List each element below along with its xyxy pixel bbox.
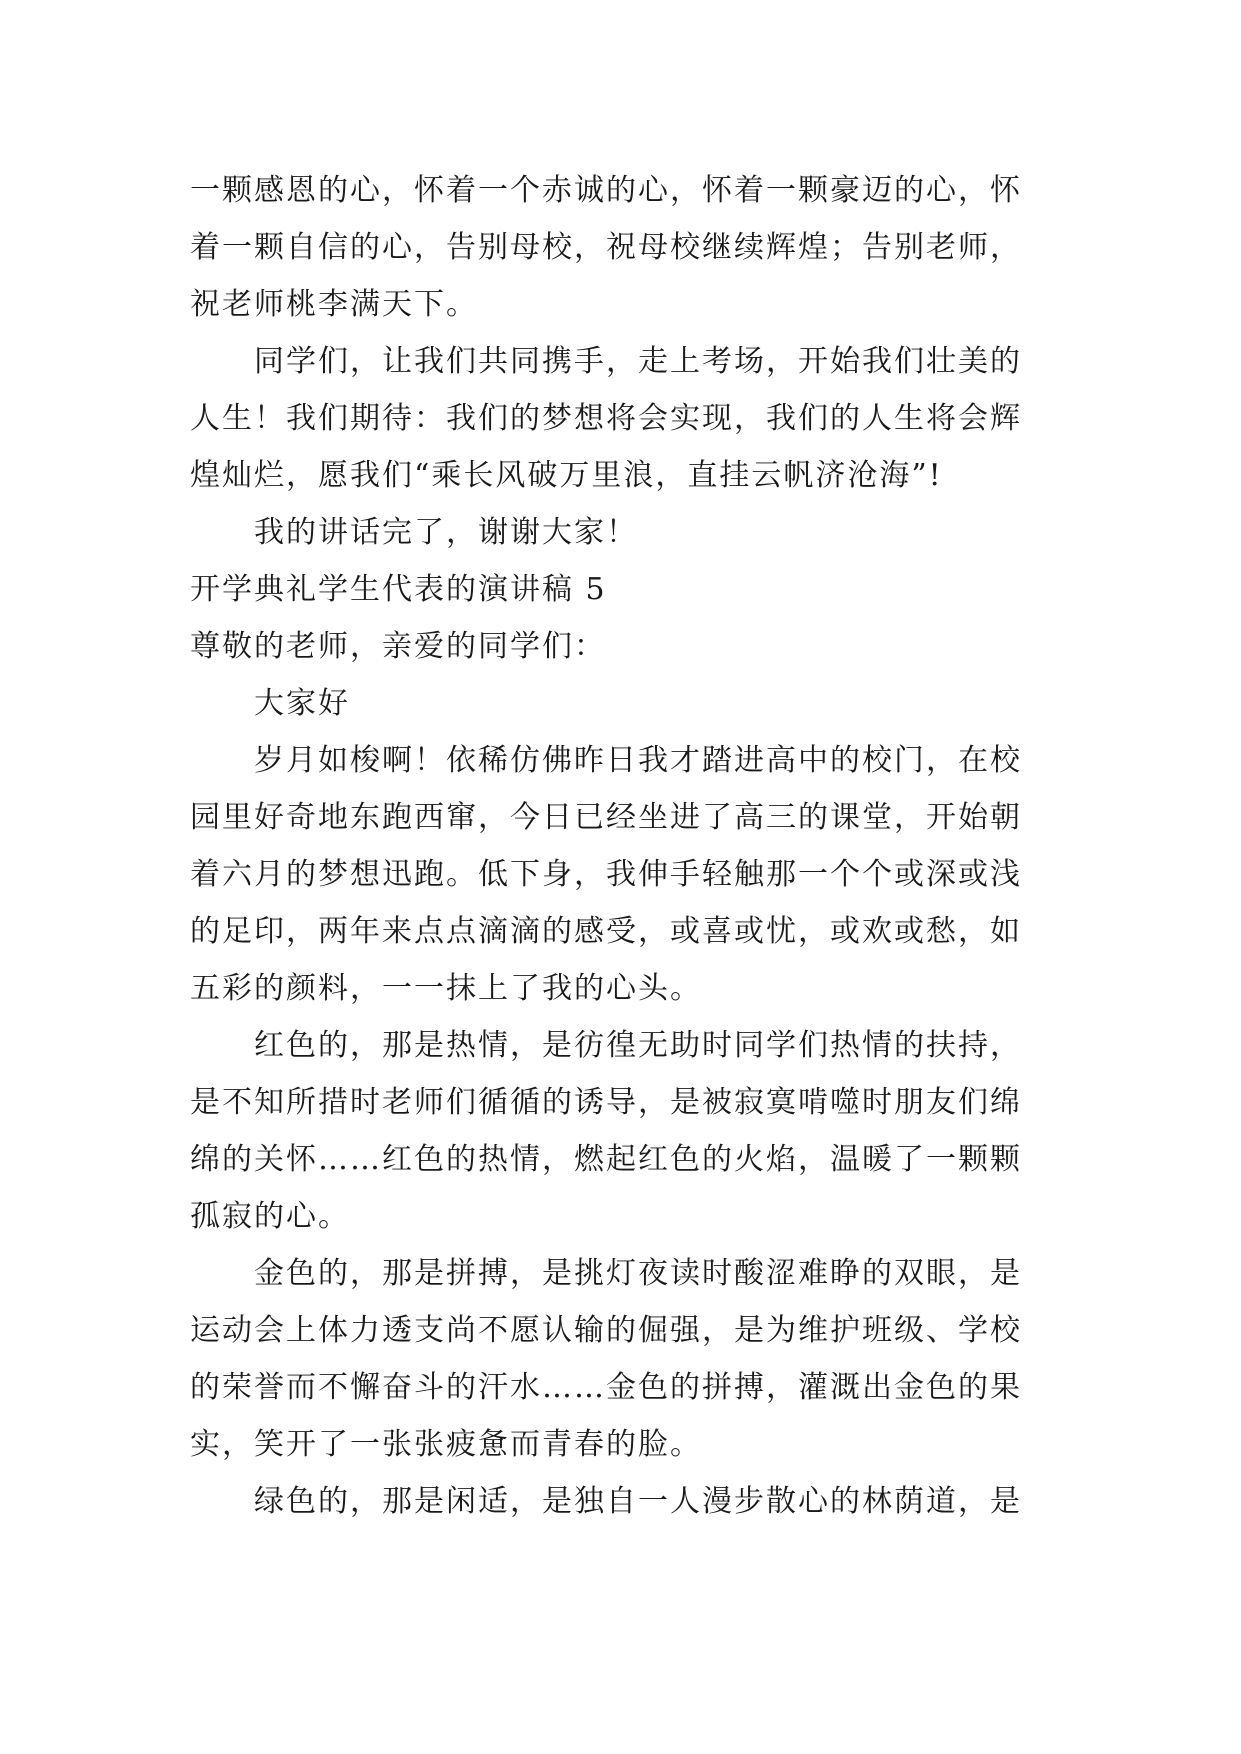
text-line: 的荣誉而不懈奋斗的汗水……金色的拼搏，灌溉出金色的果 [190,1370,1022,1405]
text-line: 是不知所措时老师们循循的诱导，是被寂寞啃噬时朋友们绵 [190,1085,1022,1120]
section-heading: 开学典礼学生代表的演讲稿 5 [190,572,607,607]
text-line: 煌灿烂，愿我们“乘长风破万里浪，直挂云帆济沧海”! [190,458,943,493]
text-line: 五彩的颜料，一一抹上了我的心头。 [190,971,702,1006]
salutation: 尊敬的老师，亲爱的同学们： [190,629,606,664]
paragraph-start-line: 金色的，那是拼搏，是挑灯夜读时酸涩难睁的双眼，是 [254,1256,1022,1291]
text-line: 运动会上体力透支尚不愿认输的倔强，是为维护班级、学校 [190,1313,1022,1348]
paragraph-start-line: 红色的，那是热情，是彷徨无助时同学们热情的扶持， [254,1028,1022,1063]
paragraph-start-line: 岁月如梭啊！依稀仿佛昨日我才踏进高中的校门，在校 [254,743,1022,778]
document-body [190,162,1060,1530]
text-line: 一颗感恩的心，怀着一个赤诚的心，怀着一颗豪迈的心，怀 [190,173,1022,208]
paragraph-start-line: 我的讲话完了，谢谢大家！ [254,515,638,550]
greeting: 大家好 [254,686,350,721]
text-line: 着一颗自信的心，告别母校，祝母校继续辉煌；告别老师， [190,230,1022,265]
text-line: 的足印，两年来点点滴滴的感受，或喜或忧，或欢或愁，如 [190,914,1022,949]
text-line: 人生！我们期待：我们的梦想将会实现，我们的人生将会辉 [190,401,1022,436]
paragraph-start-line: 同学们，让我们共同携手，走上考场，开始我们壮美的 [254,344,1022,379]
paragraph-start-line: 绿色的，那是闲适，是独自一人漫步散心的林荫道，是 [254,1484,1022,1519]
text-line: 祝老师桃李满天下。 [190,287,478,322]
text-line: 孤寂的心。 [190,1199,350,1234]
text-line: 绵的关怀……红色的热情，燃起红色的火焰，温暖了一颗颗 [190,1142,1022,1177]
text-line: 着六月的梦想迅跑。低下身，我伸手轻触那一个个或深或浅 [190,857,1022,892]
text-line: 园里好奇地东跑西窜，今日已经坐进了高三的课堂，开始朝 [190,800,1022,835]
text-line: 实，笑开了一张张疲惫而青春的脸。 [190,1427,702,1462]
